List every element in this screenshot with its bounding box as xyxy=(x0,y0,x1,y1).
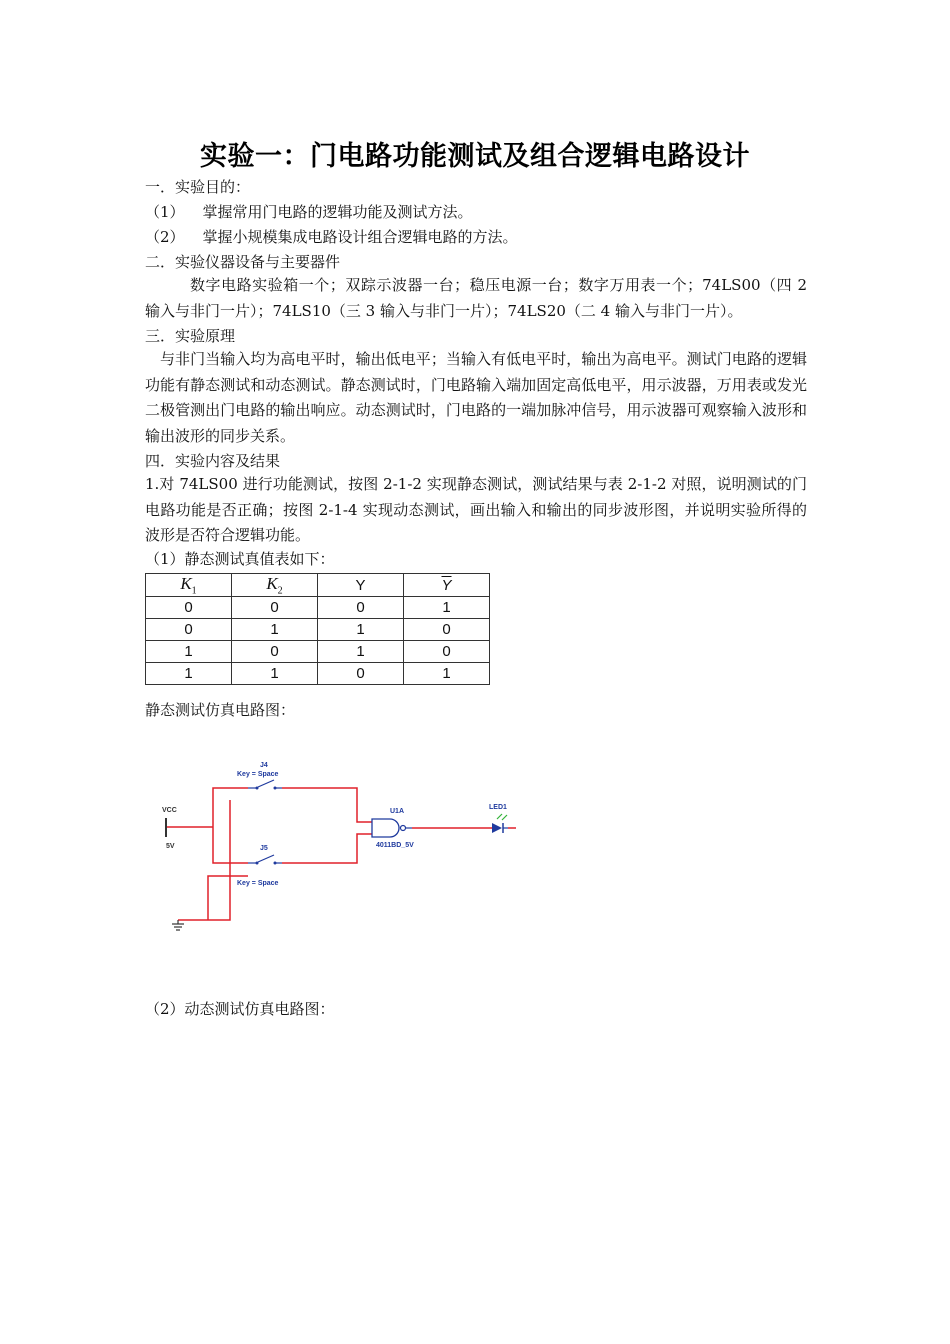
header-y-bar: $\overline{Y}$ xyxy=(404,574,490,597)
nand-gate-u1a xyxy=(372,808,414,849)
table-row xyxy=(146,663,490,685)
cell-y: 0 xyxy=(318,597,404,619)
cell-k2: 0 xyxy=(232,641,318,663)
cell-y-bar: 1 xyxy=(404,663,490,685)
section-2-heading: 二．实验仪器设备与主要器件 xyxy=(145,253,341,271)
static-circuit-caption: 静态测试仿真电路图： xyxy=(145,701,296,719)
gate-name: U1A xyxy=(390,808,405,815)
truth-table xyxy=(145,573,490,685)
circuit-wires xyxy=(166,788,516,920)
section-2-body: 数字电路实验箱一个；双踪示波器一台；稳压电源一台；数字万用表一个；74LS00（四 2 输入与非门一片）；74LS10（三 3 输入与非门一片）；74LS20（二 4 输入与非门一片）。 xyxy=(145,276,807,320)
cell-y: 0 xyxy=(318,663,404,685)
switch-j4 xyxy=(237,762,282,790)
dynamic-circuit-caption: （2）动态测试仿真电路图： xyxy=(145,1000,335,1018)
gate-part: 4011BD_5V xyxy=(376,842,414,849)
item-2-number: （2） xyxy=(145,228,185,246)
switch-j5 xyxy=(237,845,282,887)
section-1-item-2 xyxy=(145,227,518,247)
static-test-circuit-diagram xyxy=(150,740,540,940)
item-1-number: （1） xyxy=(145,203,185,221)
switch-j4-key: Key = Space xyxy=(237,771,279,778)
cell-k1: 0 xyxy=(146,597,232,619)
vcc-value: 5V xyxy=(166,843,175,850)
led-name: LED1 xyxy=(489,804,507,811)
cell-y-bar: 0 xyxy=(404,641,490,663)
cell-k2: 1 xyxy=(232,619,318,641)
switch-j5-key: Key = Space xyxy=(237,880,279,887)
ground-symbol xyxy=(172,920,184,930)
cell-y: 1 xyxy=(318,619,404,641)
header-k2: $K_2$ xyxy=(232,574,318,597)
cell-k2: 1 xyxy=(232,663,318,685)
item-2-text: 掌握小规模集成电路设计组合逻辑电路的方法。 xyxy=(202,228,518,246)
section-4-heading: 四．实验内容及结果 xyxy=(145,452,281,470)
cell-k1: 0 xyxy=(146,619,232,641)
cell-y-bar: 1 xyxy=(404,597,490,619)
switch-j4-name: J4 xyxy=(260,762,268,769)
table-row xyxy=(146,619,490,641)
page-title: 实验一：门电路功能测试及组合逻辑电路设计 xyxy=(200,141,750,172)
header-k1: $K_1$ xyxy=(146,574,232,597)
table-row xyxy=(146,597,490,619)
vcc-label: VCC xyxy=(162,807,177,814)
section-3-body: 与非门当输入均为高电平时，输出低电平；当输入有低电平时，输出为高电平。测试门电路的逻辑功能有静态测试和动态测试。静态测试时，门电路输入端加固定高低电平，用示波器，万用表或发光二极管测出门电路的输出响应。动态测试时，门电路的一端加脉冲信号，用示波器可观察输入波形和输出波形的同步关系。 xyxy=(145,350,807,445)
cell-k1: 1 xyxy=(146,641,232,663)
item-1-text: 掌握常用门电路的逻辑功能及测试方法。 xyxy=(202,203,473,221)
switch-j5-name: J5 xyxy=(260,845,268,852)
cell-y-bar: 0 xyxy=(404,619,490,641)
section-1-item-1 xyxy=(145,202,473,222)
cell-y: 1 xyxy=(318,641,404,663)
cell-k1: 1 xyxy=(146,663,232,685)
section-3-heading: 三．实验原理 xyxy=(145,327,236,345)
cell-k2: 0 xyxy=(232,597,318,619)
section-1-heading: 一．实验目的： xyxy=(145,178,251,196)
table-row xyxy=(146,641,490,663)
vcc-source xyxy=(162,807,177,850)
truth-table-caption: （1）静态测试真值表如下： xyxy=(145,550,335,568)
section-4-body: 1.对 74LS00 进行功能测试，按图 2-1-2 实现静态测试，测试结果与表 2-1-2 对照，说明测试的门电路功能是否正确；按图 2-1-4 实现动态测试，画出输入和输出的同步波形图，并说明实验所得的波形是否符合逻辑功能。 xyxy=(145,475,807,544)
header-y: Y xyxy=(318,574,404,597)
truth-table-header xyxy=(146,574,490,597)
